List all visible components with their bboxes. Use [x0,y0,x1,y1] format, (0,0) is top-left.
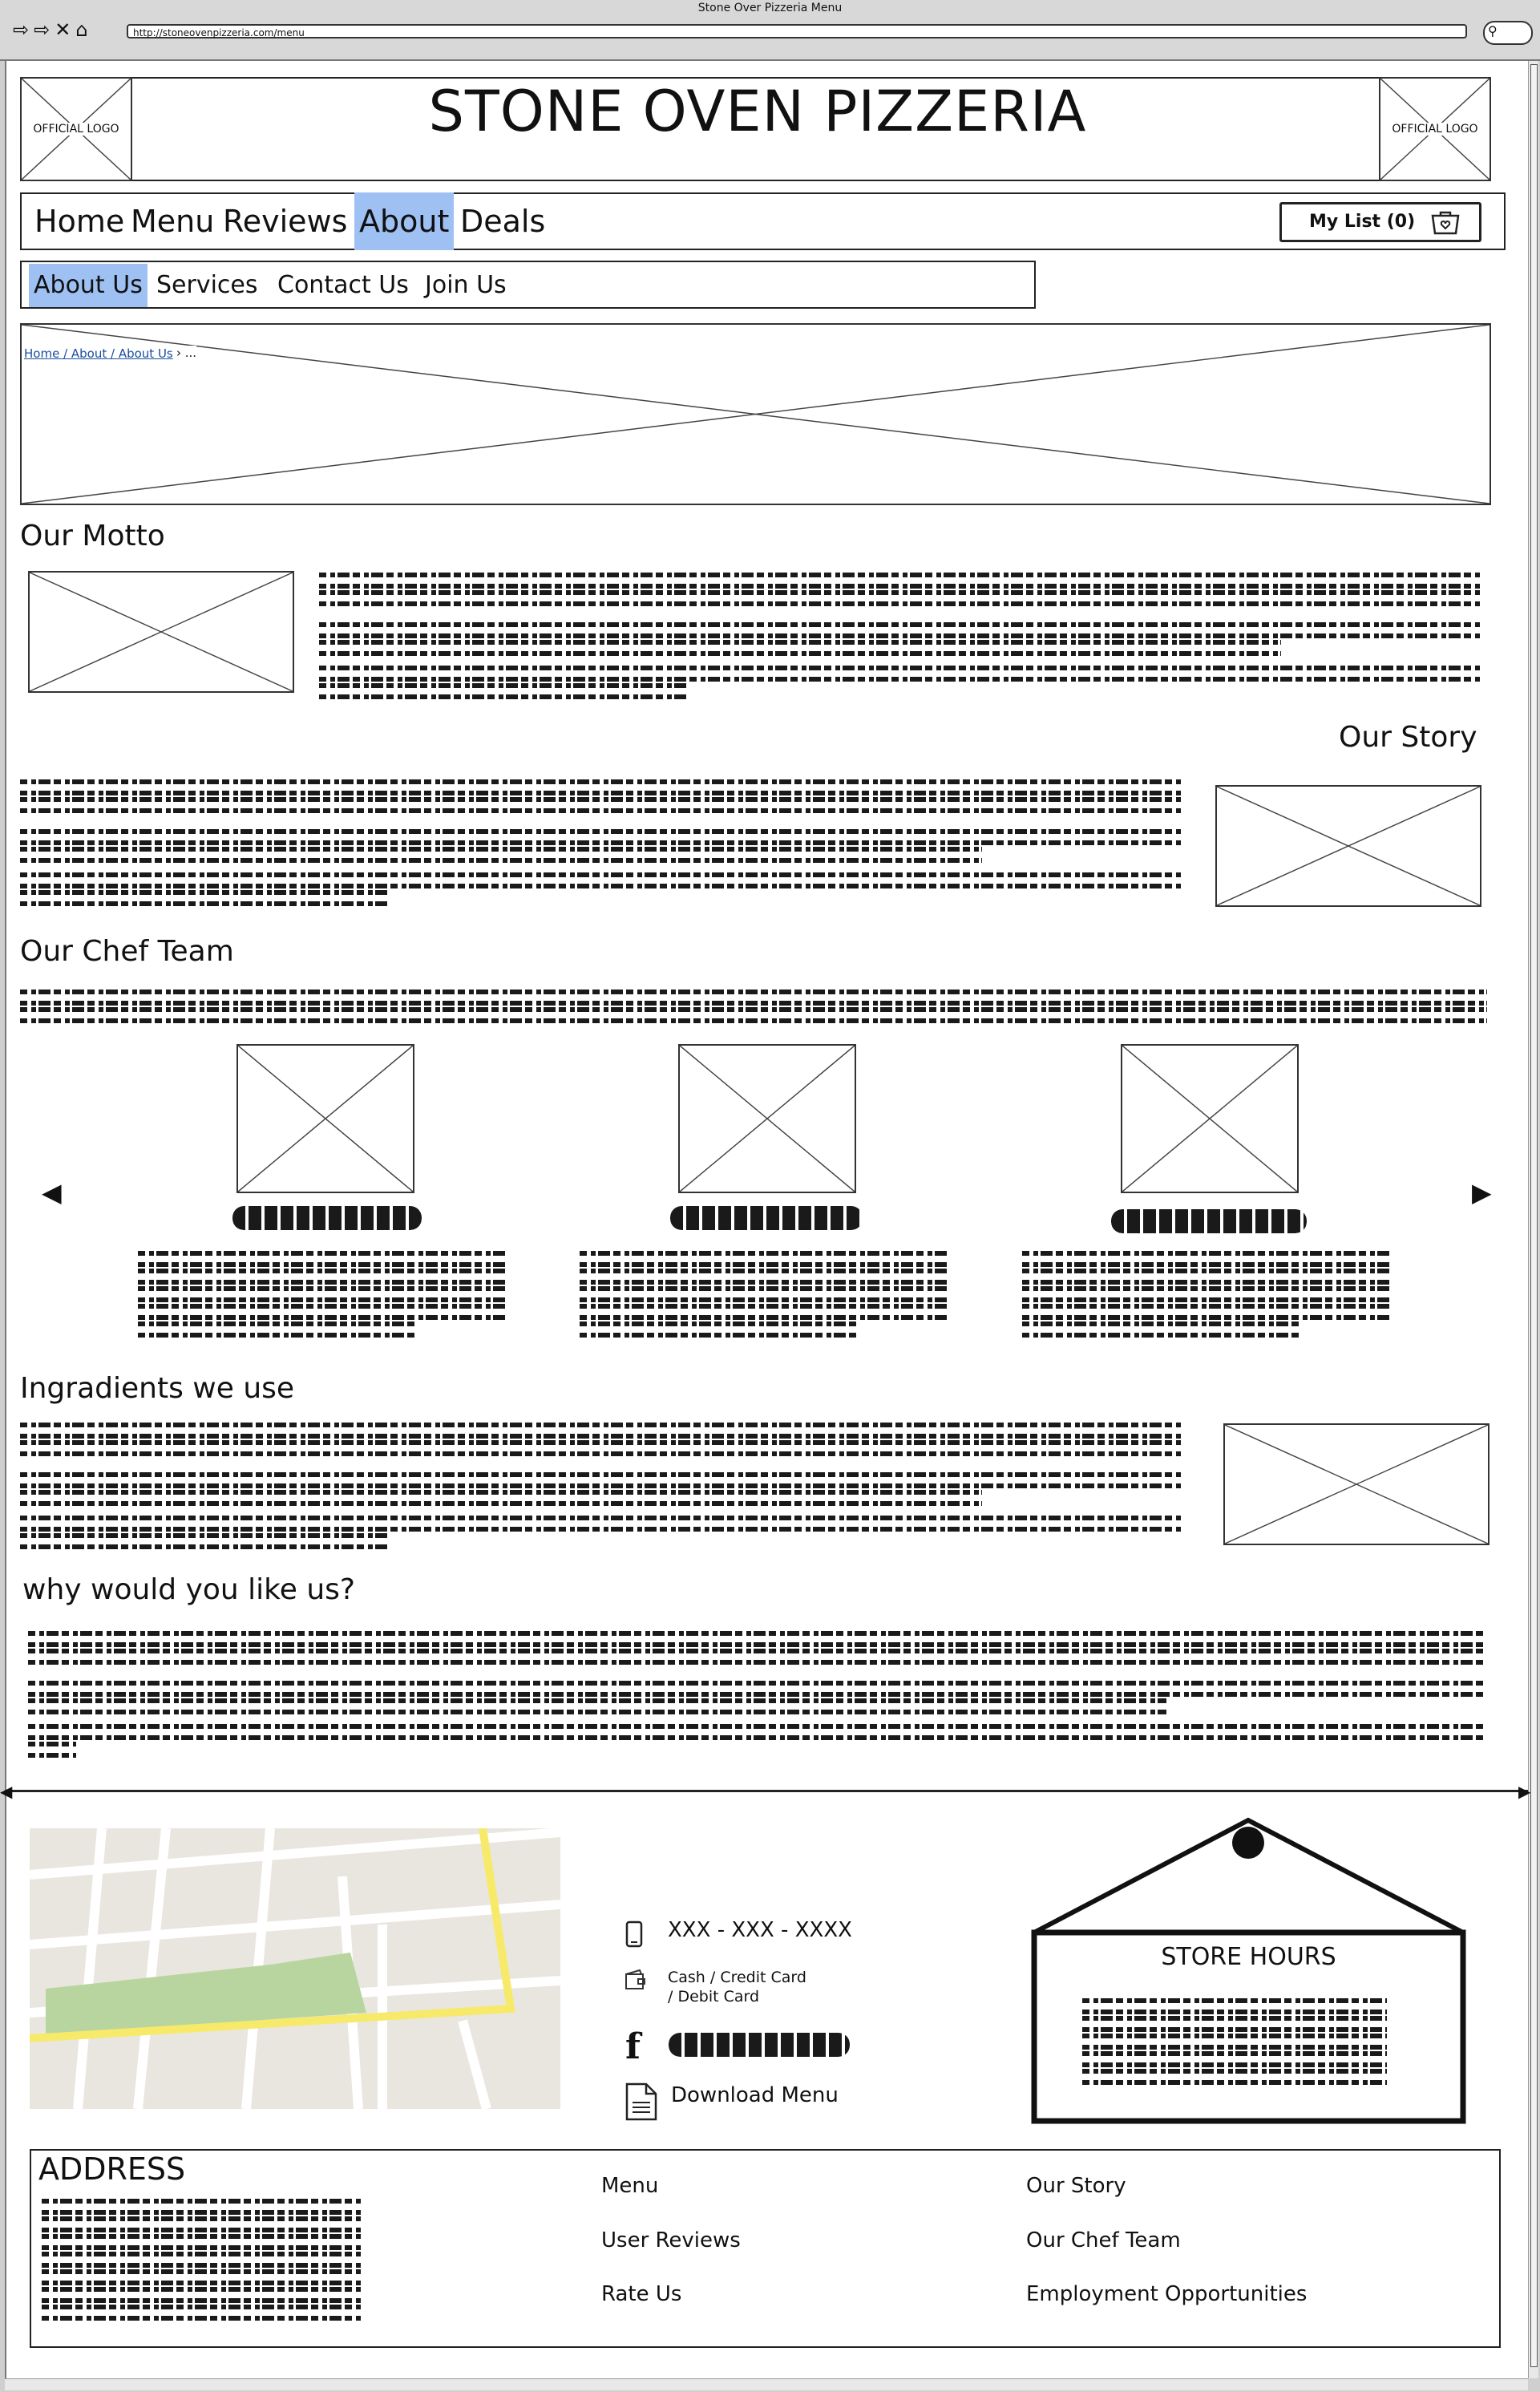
why-text-line [28,1681,1487,1697]
footer-link-rate-us[interactable]: Rate Us [601,2282,682,2306]
story-image [1215,785,1481,907]
logo-left[interactable] [20,77,132,181]
address-text-line [42,2216,362,2232]
back-arrow-icon[interactable]: ⇨ [13,18,30,41]
ingredients-text-line [20,1516,1182,1532]
chef-name-scribble [1111,1209,1307,1233]
forward-arrow-icon[interactable]: ⇨ [34,18,51,41]
ingredients-text-line [20,1472,1182,1488]
address-text-line [42,2252,362,2268]
chef-bio-line [1022,1304,1391,1320]
subnav-about-us[interactable]: About Us [29,264,148,307]
footer-link-chef-team[interactable]: Our Chef Team [1026,2228,1181,2252]
ingredients-text-line [20,1423,1182,1439]
my-list-button[interactable] [1279,202,1481,242]
story-text-line [20,872,1182,888]
chef-bio-line [1022,1269,1391,1285]
chef-bio-line [1022,1251,1391,1267]
chef-name-scribble [670,1206,863,1230]
chef-bio-line [580,1321,860,1338]
story-text-line [20,829,1182,845]
motto-image [28,571,294,693]
store-hours-title: STORE HOURS [1161,1943,1336,1971]
motto-text-line [319,622,1481,638]
why-text-line [28,1698,1166,1714]
address-text-line [42,2234,362,2250]
chef-bio-line [1022,1321,1303,1338]
chef-photo [1121,1044,1299,1193]
carousel-prev-icon[interactable]: ◀ [42,1177,62,1208]
chef-bio-line [138,1269,507,1285]
facebook-handle-scribble[interactable] [669,2033,850,2057]
section-title-chef-team: Our Chef Team [20,935,234,968]
window-title: Stone Over Pizzeria Menu [697,2,843,14]
address-text-line [42,2305,362,2321]
breadcrumb-trail: › ... [176,346,197,360]
my-list-label: My List (0) [1309,212,1416,232]
chef-bio-line [580,1304,948,1320]
logo-left-label: OFFICIAL LOGO [33,123,119,136]
chef-bio-line [580,1286,948,1302]
search-icon: ⚲ [1488,23,1498,38]
site-title: STONE OVEN PIZZERIA [428,79,1087,144]
divider-left-arrow-icon: ◀ [0,1782,13,1801]
browser-chrome [0,0,1540,61]
ingredients-text-line [20,1490,982,1506]
address-bar[interactable]: http://stoneovenpizzeria.com/menu [127,24,1467,38]
address-text-line [42,2287,362,2303]
ingredients-image [1223,1423,1489,1545]
story-text-line [20,890,389,906]
nav-menu[interactable]: Menu [131,204,215,239]
chef-photo [236,1044,414,1193]
nav-deals[interactable]: Deals [460,204,546,239]
footer-link-menu[interactable]: Menu [601,2174,659,2198]
browser-search-field[interactable] [1483,21,1533,45]
download-menu-link[interactable]: Download Menu [671,2083,839,2107]
store-hours-line [1082,2051,1387,2067]
chef-bio-line [580,1251,948,1267]
chef-bio-line [138,1321,418,1338]
store-hours-line [1082,2016,1387,2032]
carousel-next-icon[interactable]: ▶ [1472,1177,1492,1208]
chef-bio-line [580,1269,948,1285]
footer-link-employment[interactable]: Employment Opportunities [1026,2282,1308,2306]
facebook-icon[interactable]: f [625,2026,641,2067]
footer-link-user-reviews[interactable]: User Reviews [601,2228,741,2252]
why-text-line [28,1742,76,1758]
footer-divider [5,1790,1528,1792]
address-text-line [42,2269,362,2285]
store-hours-line [1082,1998,1387,2014]
subnav-contact-us[interactable]: Contact Us [277,271,409,299]
store-hours-line [1082,2069,1387,2085]
horizontal-scrollbar[interactable] [5,2378,1528,2390]
phone-number[interactable]: XXX - XXX - XXXX [668,1918,852,1942]
phone-icon [625,1920,643,1951]
why-text-line [28,1724,1487,1740]
browser-nav-buttons [13,18,88,42]
motto-text-line [319,590,1481,606]
store-hours-line [1082,2034,1387,2050]
nav-about[interactable]: About [354,192,454,250]
why-text-line [28,1631,1487,1647]
section-title-why: why would you like us? [22,1573,356,1606]
story-text-line [20,797,1182,813]
stop-icon[interactable]: ✕ [55,18,71,41]
chef-photo [678,1044,856,1193]
vertical-scrollbar[interactable] [1528,61,1538,2378]
chef-intro-line [20,990,1487,1006]
ingredients-text-line [20,1533,389,1549]
section-title-story: Our Story [1339,721,1477,754]
scrollbar-thumb[interactable] [1530,64,1538,2367]
motto-text-line [319,666,1481,682]
nav-reviews[interactable]: Reviews [223,204,348,239]
chef-name-scribble [232,1206,422,1230]
nav-home[interactable]: Home [34,204,125,239]
section-title-ingredients: Ingradients we use [20,1372,295,1405]
breadcrumb[interactable]: Home / About / About Us [24,346,176,361]
payment-methods-line2: / Debit Card [668,1988,760,2005]
home-icon[interactable]: ⌂ [75,18,88,41]
motto-text-line [319,573,1481,589]
document-icon [624,2082,659,2125]
story-text-line [20,779,1182,795]
shopping-bag-icon [1429,209,1461,235]
wallet-icon [624,1969,648,1994]
chef-bio-line [138,1304,507,1320]
address-text-line [42,2199,362,2215]
chef-intro-line [20,1007,1487,1023]
chef-bio-line [138,1286,507,1302]
location-map[interactable] [30,1828,560,2109]
logo-right[interactable] [1379,77,1491,181]
address-title: ADDRESS [38,2151,186,2187]
chef-bio-line [1022,1286,1391,1302]
ingredients-text-line [20,1440,1182,1456]
story-text-line [20,847,982,863]
why-text-line [28,1649,1487,1665]
payment-methods-line1: Cash / Credit Card [668,1969,806,1986]
motto-text-line [319,640,1281,656]
chef-bio-line [138,1251,507,1267]
footer-link-our-story[interactable]: Our Story [1026,2174,1126,2198]
divider-right-arrow-icon: ▶ [1518,1782,1531,1801]
logo-right-label: OFFICIAL LOGO [1392,123,1478,136]
subnav-join-us[interactable]: Join Us [425,271,507,299]
subnav-services[interactable]: Services [156,271,258,299]
hero-image [20,323,1491,505]
section-title-motto: Our Motto [20,520,165,552]
motto-text-line [319,683,688,699]
